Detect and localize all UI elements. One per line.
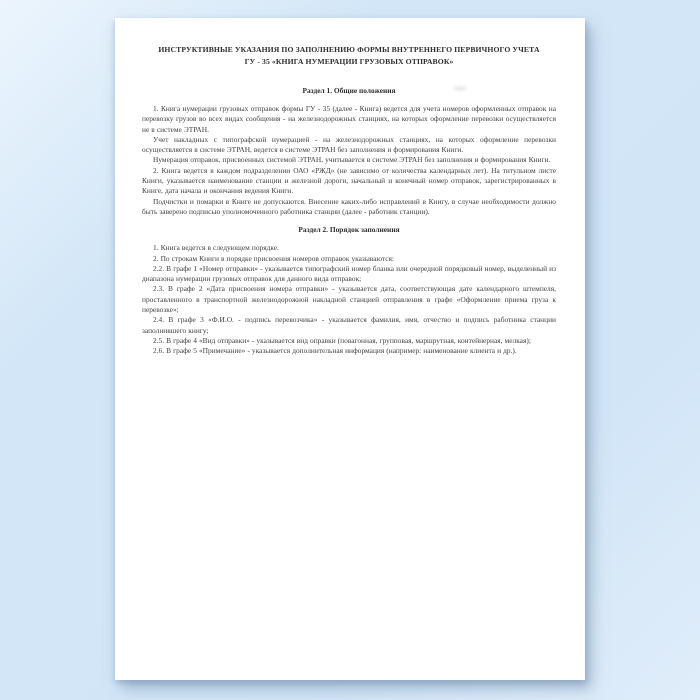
paragraph: 2. Книга ведется в каждом подразделении ОАО «РЖД» (не зависимо от количества календарных лет). На титульном листе Книги, указывается наименование станции и железной дороги, начальный и конечный номер отправок, зарегистрированных в Книге, дата начала и окончания ведения Книги. [142,165,556,196]
paragraph: 2.5. В графе 4 «Вид отправки» - указывается вид оправки (повагонная, групповая, маршрутная, контейнерная, мелкая); [153,335,531,345]
document-title-line2: ГУ - 35 «КНИГА НУМЕРАЦИИ ГРУЗОВЫХ ОТПРАВОК» [244,56,454,66]
paragraph: 2.4. В графе 3 «Ф.И.О. - подпись перевозчика» - указывается фамилия, имя, отчество и подпись работника станции заполнившего книгу; [142,315,556,335]
section-2-body [142,243,556,356]
paragraph: 2.6. В графе 5 «Примечание» - указывается дополнительная информация (например: наименование клиента и др.). [153,346,517,356]
paragraph: Учет накладных с типографской нумерацией - на железнодорожных станциях, на которых оформление перевозки осуществляется в системе ЭТРАН, ведется в системе ЭТРАН без заполнения и формирования Книги. [142,134,556,155]
paragraph: 1. Книга нумерации грузовых отправок формы ГУ - 35 (далее - Книга) ведется для учета номеров оформленных отправок на перевозку грузов во всех видах сообщения - на железнодорожных станциях, на которых оформление перевозки осуществляется не в системе ЭТРАН. [142,104,556,134]
document-title-line1: ИНСТРУКТИВНЫЕ УКАЗАНИЯ ПО ЗАПОЛНЕНИЮ ФОРМЫ ВНУТРЕННЕГО ПЕРВИЧНОГО УЧЕТА [158,45,540,54]
paragraph: Подчистки и помарки в Книге не допускаются. Внесение каких-либо исправлений в Книгу, в случае необходимости должно быть заверено подписью уполномоченного работника станции (далее - работник станции). [142,196,556,216]
section-2-heading: Раздел 2. Порядок заполнения [298,225,400,235]
paragraph: 2. По строкам Книги в порядке присвоения номеров отправок указываются: [153,253,394,263]
document-title [142,44,556,67]
section-1-heading: Раздел 1. Общие положения [302,86,396,95]
paragraph: Нумерация отправок, присвоенных системой ЭТРАН, учитывается в системе ЭТРАН без заполнения и формирования Книги. [153,155,551,165]
section-1-body [142,104,556,217]
document-page [115,18,585,680]
scan-artifact [453,86,467,91]
paragraph: 1. Книга ведется в следующем порядке. [153,243,279,253]
paragraph: 2.2. В графе 1 «Номер отправки» - указывается типографский номер бланка или очередной порядковый номер, выделенный из диапазона нумерации грузовых отправок для данного вида отправок; [142,263,556,284]
paragraph: 2.3. В графе 2 «Дата присвоения номера отправки» - указывается дата, соответствующая дате календарного штемпеля, проставленного в транспортной железнодорожной накладной станцией отправления в графе «Оформление приема груза к перевозке»; [142,284,556,315]
